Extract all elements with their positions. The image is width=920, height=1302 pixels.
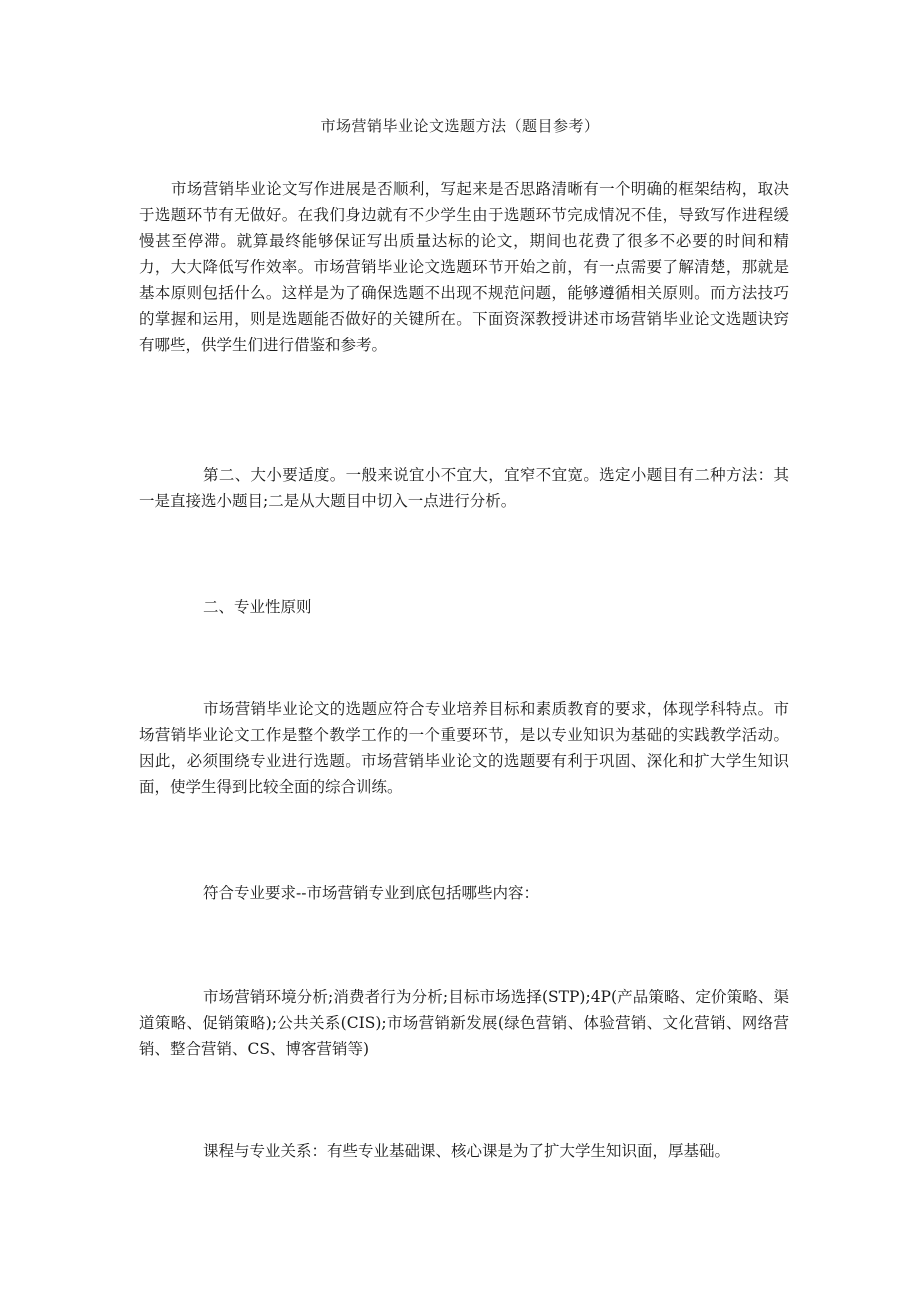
paragraph-intro: 市场营销毕业论文写作进展是否顺利，写起来是否思路清晰有一个明确的框架结构，取决于选题环节有无做好。在我们身边就有不少学生由于选题环节完成情况不佳，导致写作进程缓慢甚至停滞。就算最终能够保证写出质量达标的论文，期间也花费了很多不必要的时间和精力，大大降低写作效率。市场营销毕业论文选题环节开始之前，有一点需要了解清楚，那就是基本原则包括什么。这样是为了确保选题不出现不规范问题，能够遵循相关原则。而方法技巧的掌握和运用，则是选题能否做好的关键所在。下面资深教授讲述市场营销毕业论文选题诀窍有哪些，供学生们进行借鉴和参考。 bbox=[139, 180, 789, 354]
document-title: 市场营销毕业论文选题方法（题目参考） bbox=[320, 117, 600, 135]
paragraph-course-relation: 课程与专业关系：有些专业基础课、核心课是为了扩大学生知识面，厚基础。 bbox=[203, 1142, 731, 1160]
section-heading-professional: 二、专业性原则 bbox=[203, 598, 312, 616]
paragraph-size-principle: 第二、大小要适度。一般来说宜小不宜大，宜窄不宜宽。选定小题目有二种方法：其一是直接选小题目;二是从大题目中切入一点进行分析。 bbox=[139, 466, 789, 510]
paragraph-marketing-topics: 市场营销环境分析;消费者行为分析;目标市场选择(STP);4P(产品策略、定价策略、渠道策略、促销策略);公共关系(CIS);市场营销新发展(绿色营销、体验营销、文化营销、网络营销、整合营销、CS、博客营销等) bbox=[139, 988, 789, 1058]
paragraph-major-requirements: 符合专业要求--市场营销专业到底包括哪些内容： bbox=[203, 884, 539, 902]
paragraph-professional: 市场营销毕业论文的选题应符合专业培养目标和素质教育的要求，体现学科特点。市场营销毕业论文工作是整个教学工作的一个重要环节，是以专业知识为基础的实践教学活动。因此，必须围绕专业进行选题。市场营销毕业论文的选题要有利于巩固、深化和扩大学生知识面，使学生得到比较全面的综合训练。 bbox=[139, 700, 789, 796]
